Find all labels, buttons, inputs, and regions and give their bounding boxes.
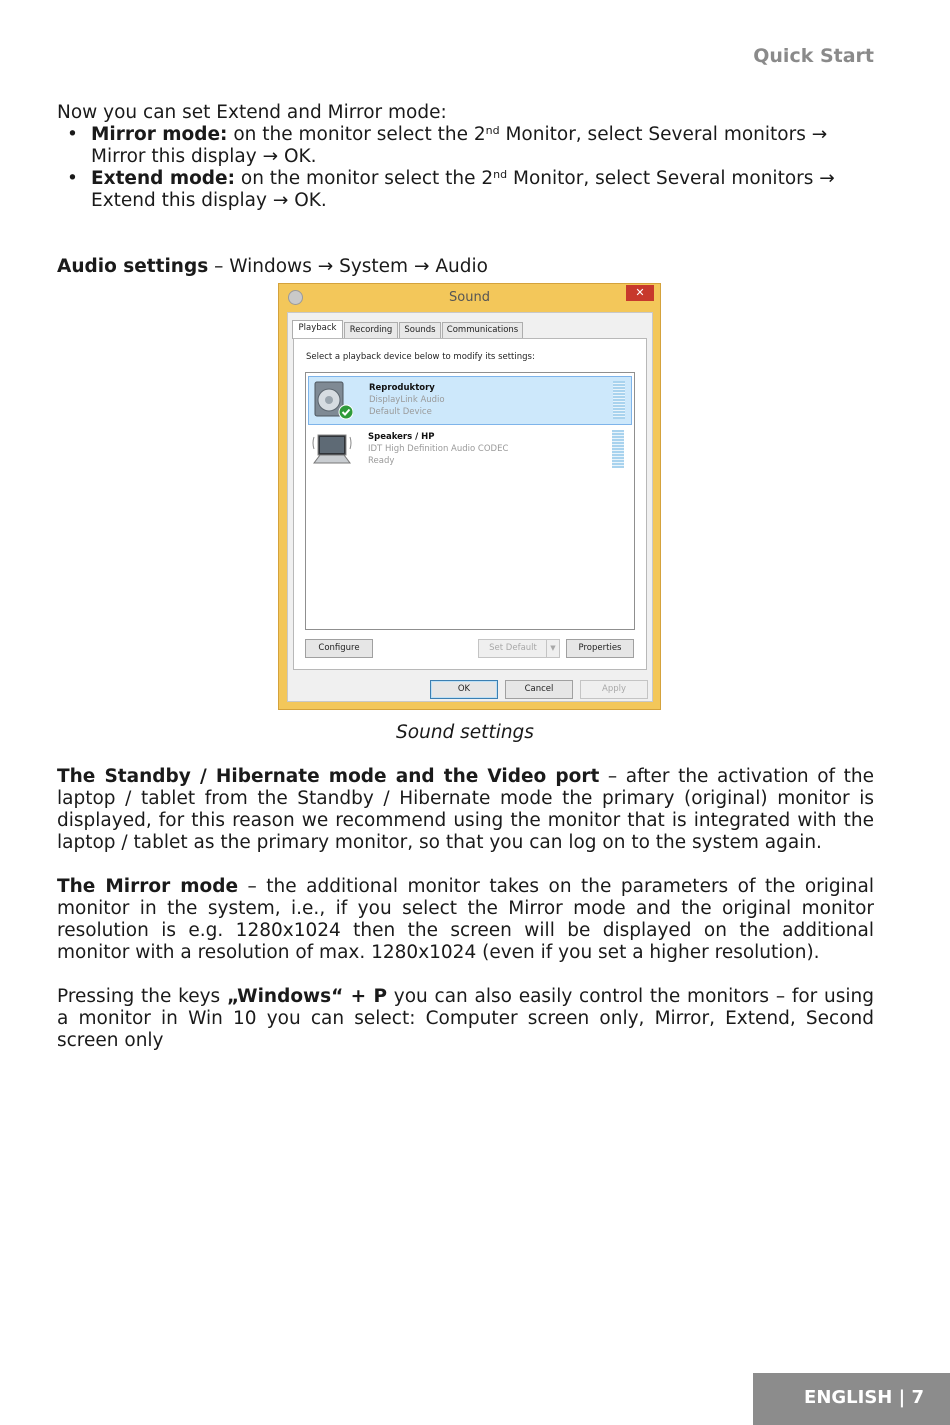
sound-window — [278, 283, 661, 710]
device-driver: DisplayLink Audio — [369, 395, 445, 405]
extend-mode-term: Extend mode: — [91, 168, 235, 189]
device-list — [305, 372, 635, 630]
chevron-down-icon[interactable]: ▼ — [546, 640, 559, 657]
window-title: Sound — [449, 290, 490, 305]
mirror-term: The Mirror mode — [57, 876, 239, 897]
dialog-button-bar — [288, 675, 652, 701]
standby-text: – after the activation of the laptop / tablet from the Standby / Hibernate mode the primary (original) monitor is displayed, for this reason we recommend using the monitor that is integrated with the laptop / tablet as the primary monitor, so that you can log on to the system again. — [57, 766, 874, 853]
dialog-client — [287, 312, 653, 702]
device-driver: IDT High Definition Audio CODEC — [368, 444, 509, 454]
apply-button[interactable]: Apply — [580, 680, 648, 699]
mirror-mode-term: Mirror mode: — [91, 124, 228, 145]
keys-text-a: Pressing the keys — [57, 986, 227, 1007]
set-default-label: Set Default — [489, 643, 537, 653]
device-name: Reproduktory — [369, 383, 435, 393]
audio-settings-line — [57, 256, 874, 278]
keys-text-b: you can also easily control the monitors – for using a monitor in Win 10 you can select: Computer screen only, Mirror, Extend, Second screen only — [57, 986, 875, 1051]
document-body-lower — [57, 766, 874, 1052]
ok-button[interactable]: OK — [430, 680, 498, 699]
audio-settings-text: – Windows → System → Audio — [208, 256, 488, 277]
configure-button[interactable]: Configure — [305, 639, 373, 658]
extend-mode-text-a: on the monitor select the 2 — [235, 168, 494, 189]
section-title: Quick Start — [753, 45, 874, 67]
title-bar — [279, 284, 660, 310]
keys-paragraph — [57, 986, 874, 1052]
tab-recording[interactable]: Recording — [344, 322, 398, 339]
mirror-mode-text-a: on the monitor select the 2 — [227, 124, 486, 145]
extend-mode-text-b: Monitor, select Several monitors → Extend this display → OK. — [91, 168, 835, 211]
list-item-extend-mode — [57, 168, 874, 212]
mirror-mode-text-b: Monitor, select Several monitors → Mirror this display → OK. — [91, 124, 828, 167]
instruction-text: Select a playback device below to modify its settings: — [306, 352, 535, 362]
intro-text: Now you can set Extend and Mirror mode: — [57, 102, 447, 123]
tab-communications[interactable]: Communications — [442, 322, 523, 339]
keys-term: „Windows“ + P — [226, 986, 388, 1007]
device-name: Speakers / HP — [368, 432, 435, 442]
speaker-device-icon — [313, 380, 353, 420]
figure-caption: Sound settings — [396, 722, 534, 743]
cancel-button[interactable]: Cancel — [505, 680, 573, 699]
mirror-text: – the additional monitor takes on the parameters of the original monitor in the system, i.e., if you select the Mirror mode and the original monitor resolution is e.g. 1280x1024 then the screen will be displayed on the additional monitor with a resolution of max. 1280x1024 (even if you set a higher resolution). — [57, 876, 874, 963]
mode-list — [57, 124, 874, 212]
document-body — [57, 102, 874, 278]
page-footer — [753, 1373, 950, 1425]
standby-term: The Standby / Hibernate mode and the Video port — [57, 766, 600, 787]
superscript: nd — [493, 168, 508, 181]
properties-button[interactable]: Properties — [566, 639, 634, 658]
device-item-reproduktory[interactable] — [308, 376, 632, 425]
set-default-button[interactable] — [478, 639, 560, 658]
close-button[interactable]: ✕ — [626, 285, 654, 301]
bullet: • — [67, 124, 78, 145]
superscript: nd — [485, 124, 500, 137]
sound-dialog-screenshot — [278, 283, 661, 710]
standby-paragraph — [57, 766, 874, 854]
laptop-speaker-icon — [312, 429, 352, 469]
tab-playback[interactable]: Playback — [292, 320, 343, 339]
page-number-label: ENGLISH | 7 — [804, 1387, 924, 1408]
bullet: • — [67, 168, 78, 189]
tab-sounds[interactable]: Sounds — [399, 322, 441, 339]
level-meter — [613, 381, 625, 419]
device-item-speakers-hp[interactable] — [308, 426, 630, 473]
list-item-mirror-mode — [57, 124, 874, 168]
audio-settings-term: Audio settings — [57, 256, 209, 277]
device-status: Default Device — [369, 407, 432, 417]
level-meter — [612, 430, 624, 468]
mirror-paragraph — [57, 876, 874, 964]
device-status: Ready — [368, 456, 395, 466]
playback-panel — [293, 338, 647, 670]
